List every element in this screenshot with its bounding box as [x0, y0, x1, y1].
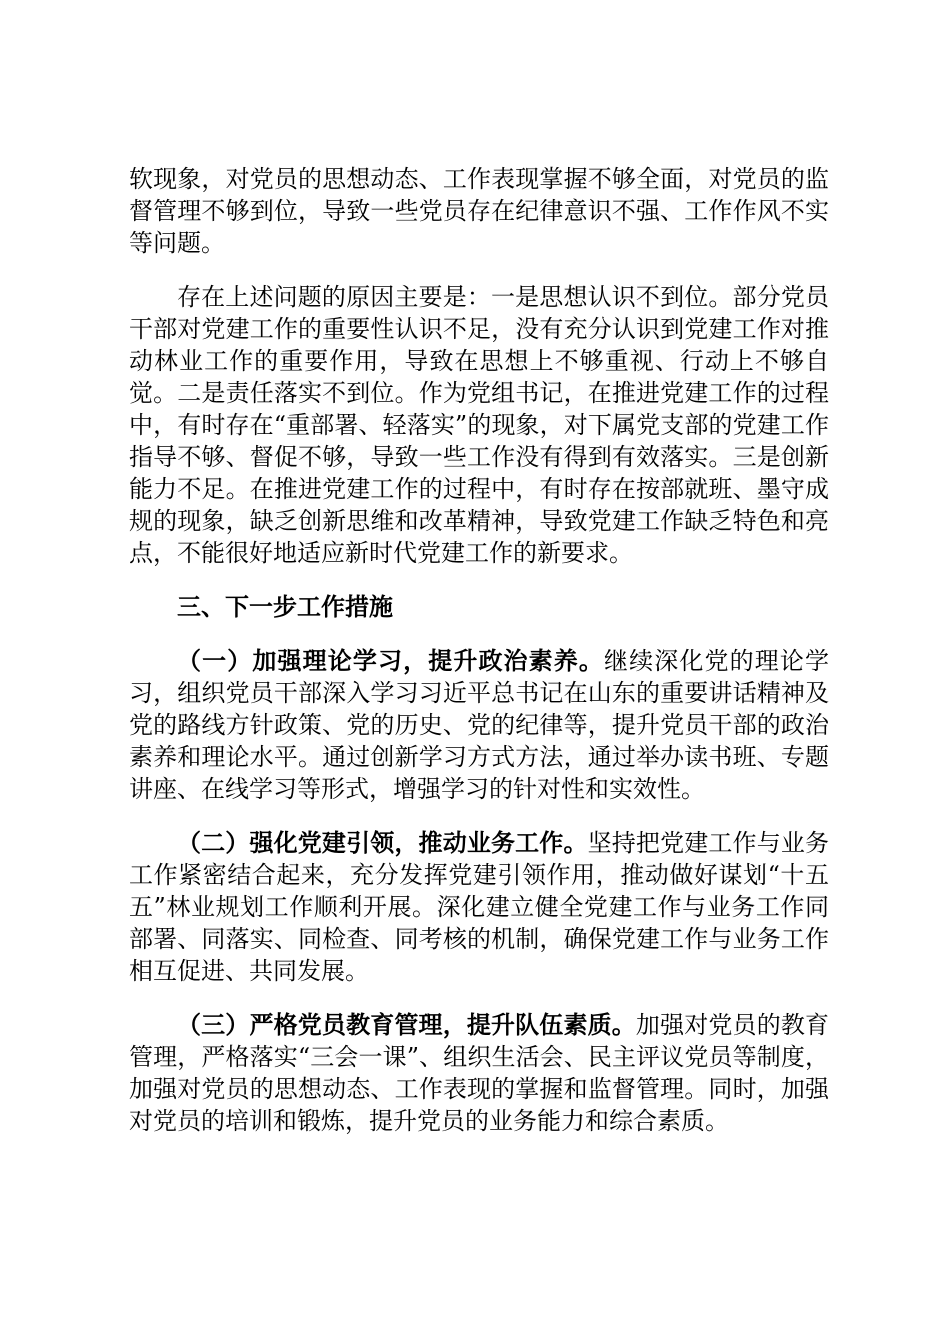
measure-item-1: [129, 645, 829, 805]
measure-item-3-body: 加强对党员的教育管理，严格落实“三会一课”、组织生活会、民主评议党员等制度，加强对党员的思想动态、工作表现的掌握和监督管理。同时，加强对党员的培训和锻炼，提升党员的业务能力和综合素质。: [129, 1011, 829, 1135]
measure-item-1-lead: （一）加强理论学习，提升政治素养。: [177, 647, 605, 675]
measure-item-2-body: 坚持把党建工作与业务工作紧密结合起来，充分发挥党建引领作用，推动做好谋划“十五五”林业规划工作顺利开展。深化建立健全党建工作与业务工作同部署、同落实、同检查、同考核的机制，确保党建工作与业务工作相互促进、共同发展。: [129, 829, 830, 985]
section-heading: 三、下一步工作措施: [177, 593, 393, 621]
measure-item-3-lead: （三）严格党员教育管理，提升队伍素质。: [177, 1011, 636, 1039]
measure-item-2: [129, 827, 829, 987]
measure-item-2-lead: （二）强化党建引领，推动业务工作。: [177, 829, 588, 857]
paragraph-causes: 存在上述问题的原因主要是：一是思想认识不到位。部分党员干部对党建工作的重要性认识不足，没有充分认识到党建工作对推动林业工作的重要作用，导致在思想上不够重视、行动上不够自觉。二是责任落实不到位。作为党组书记，在推进党建工作的过程中，有时存在“重部署、轻落实”的现象，对下属党支部的党建工作指导不够、督促不够，导致一些工作没有得到有效落实。三是创新能力不足。在推进党建工作的过程中，有时存在按部就班、墨守成规的现象，缺乏创新思维和改革精神，导致党建工作缺乏特色和亮点，不能很好地适应新时代党建工作的新要求。: [129, 283, 829, 567]
measure-item-1-body: 继续深化党的理论学习，组织党员干部深入学习习近平总书记在山东的重要讲话精神及党的路线方针政策、党的历史、党的纪律等，提升党员干部的政治素养和理论水平。通过创新学习方式方法，通过举办读书班、专题讲座、在线学习等形式，增强学习的针对性和实效性。: [129, 647, 830, 803]
measure-item-3: [129, 1009, 829, 1137]
document-page: [129, 163, 829, 1159]
paragraph-continuation: 软现象，对党员的思想动态、工作表现掌握不够全面，对党员的监督管理不够到位，导致一些党员存在纪律意识不强、工作作风不实等问题。: [129, 165, 829, 257]
